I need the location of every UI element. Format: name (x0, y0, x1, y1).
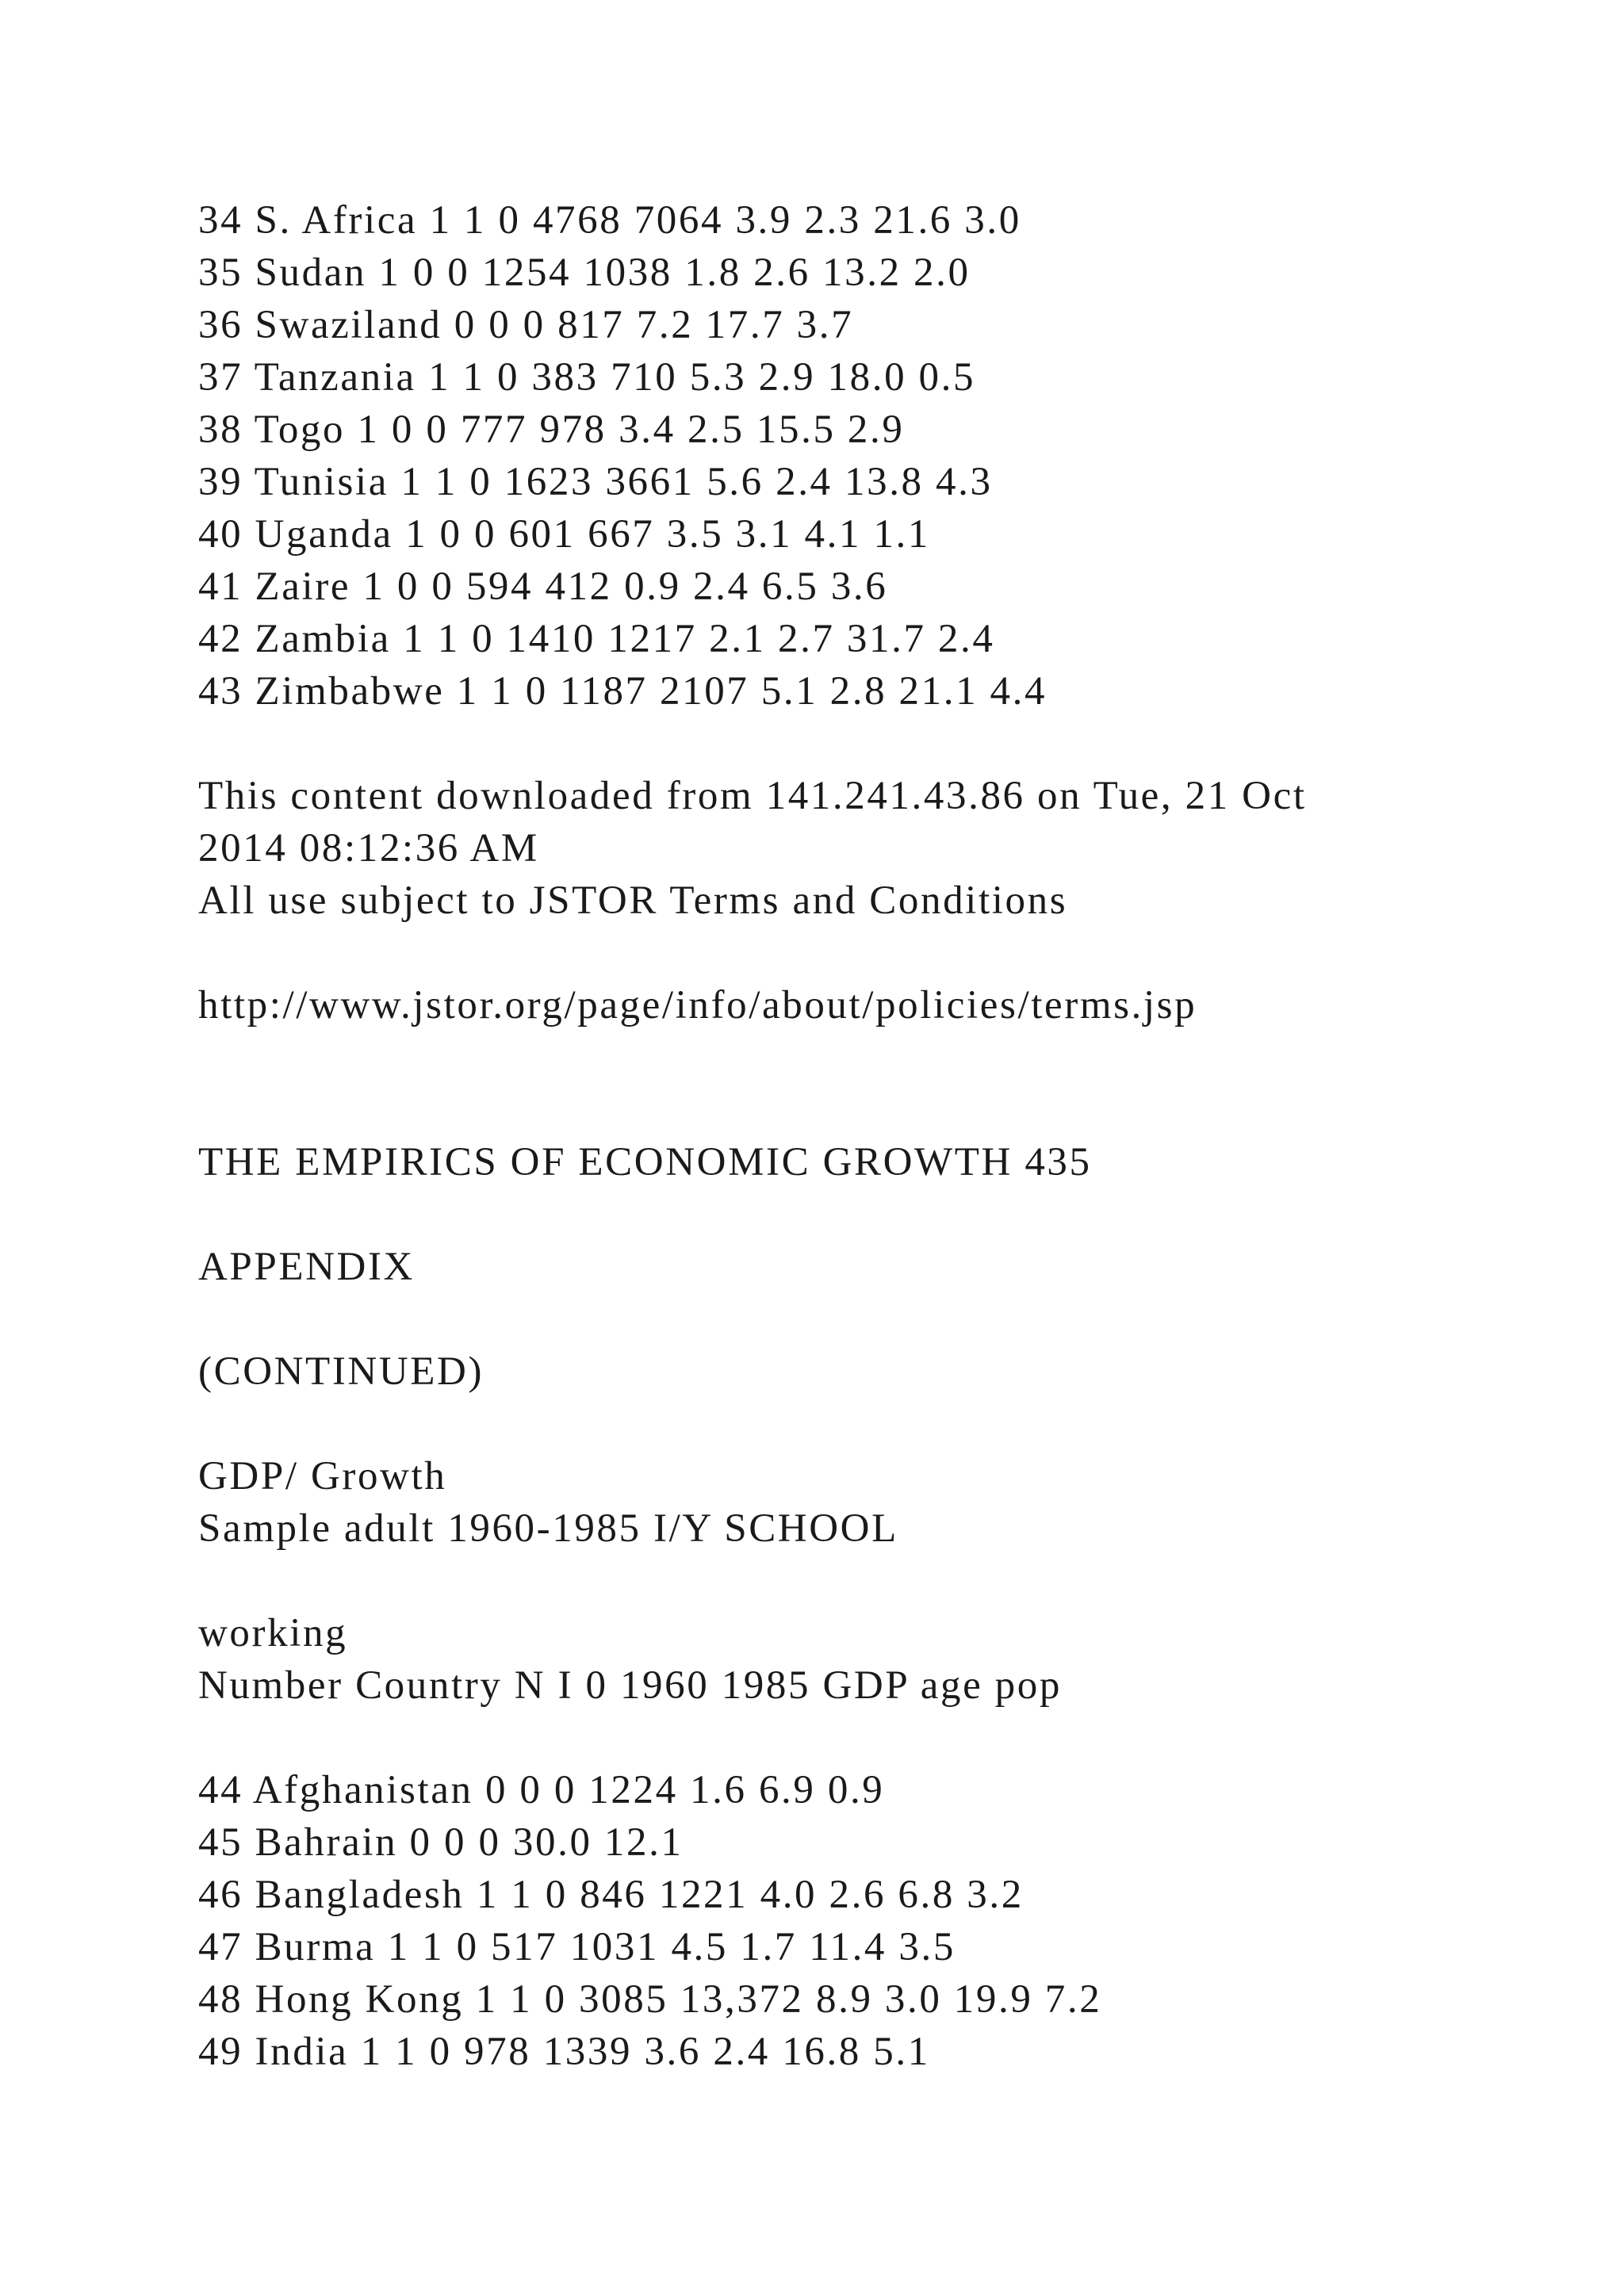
appendix-heading: APPENDIX (198, 1245, 415, 1289)
table-row: 48 Hong Kong 1 1 0 3085 13,372 8.9 3.0 19.9 7.2 (198, 1977, 1102, 2022)
data-table-bottom (198, 1764, 1562, 2078)
column-header-line: GDP/ Growth (198, 1454, 447, 1498)
column-header-line: working (198, 1611, 348, 1655)
table-row: 38 Togo 1 0 0 777 978 3.4 2.5 15.5 2.9 (198, 408, 905, 452)
table-row: 36 Swaziland 0 0 0 817 7.2 17.7 3.7 (198, 303, 854, 347)
download-info: This content downloaded from 141.241.43.86 on Tue, 21 Oct (198, 774, 1307, 818)
table-row: 44 Afghanistan 0 0 0 1224 1.6 6.9 0.9 (198, 1768, 885, 1812)
column-header-line: Sample adult 1960-1985 I/Y SCHOOL (198, 1506, 898, 1551)
document-page (198, 194, 1562, 2078)
table-row: 37 Tanzania 1 1 0 383 710 5.3 2.9 18.0 0.5 (198, 355, 976, 400)
download-timestamp: 2014 08:12:36 AM (198, 826, 539, 871)
continued-label: (CONTINUED) (198, 1349, 485, 1394)
table-row: 49 India 1 1 0 978 1339 3.6 2.4 16.8 5.1 (198, 2030, 930, 2074)
download-notice (198, 770, 1562, 927)
table-row: 43 Zimbabwe 1 1 0 1187 2107 5.1 2.8 21.1 4.4 (198, 669, 1048, 714)
table-row: 35 Sudan 1 0 0 1254 1038 1.8 2.6 13.2 2.0 (198, 251, 971, 295)
running-title: THE EMPIRICS OF ECONOMIC GROWTH 435 (198, 1140, 1092, 1184)
table-row: 40 Uganda 1 0 0 601 667 3.5 3.1 4.1 1.1 (198, 512, 931, 557)
table-row: 42 Zambia 1 1 0 1410 1217 2.1 2.7 31.7 2.4 (198, 617, 995, 661)
column-headers (198, 1450, 1562, 1712)
table-row: 34 S. Africa 1 1 0 4768 7064 3.9 2.3 21.6 3.0 (198, 198, 1021, 243)
table-row: 46 Bangladesh 1 1 0 846 1221 4.0 2.6 6.8 3.2 (198, 1873, 1024, 1917)
table-row: 47 Burma 1 1 0 517 1031 4.5 1.7 11.4 3.5 (198, 1925, 956, 1969)
terms-url: http://www.jstor.org/page/info/about/policies/terms.jsp (198, 983, 1197, 1027)
data-table-top (198, 194, 1562, 718)
table-row: 45 Bahrain 0 0 0 30.0 12.1 (198, 1820, 684, 1865)
table-row: 41 Zaire 1 0 0 594 412 0.9 2.4 6.5 3.6 (198, 564, 888, 609)
column-header-line: Number Country N I 0 1960 1985 GDP age pop (198, 1663, 1062, 1708)
terms-notice: All use subject to JSTOR Terms and Conditions (198, 878, 1068, 923)
table-row: 39 Tunisia 1 1 0 1623 3661 5.6 2.4 13.8 4.3 (198, 460, 993, 504)
